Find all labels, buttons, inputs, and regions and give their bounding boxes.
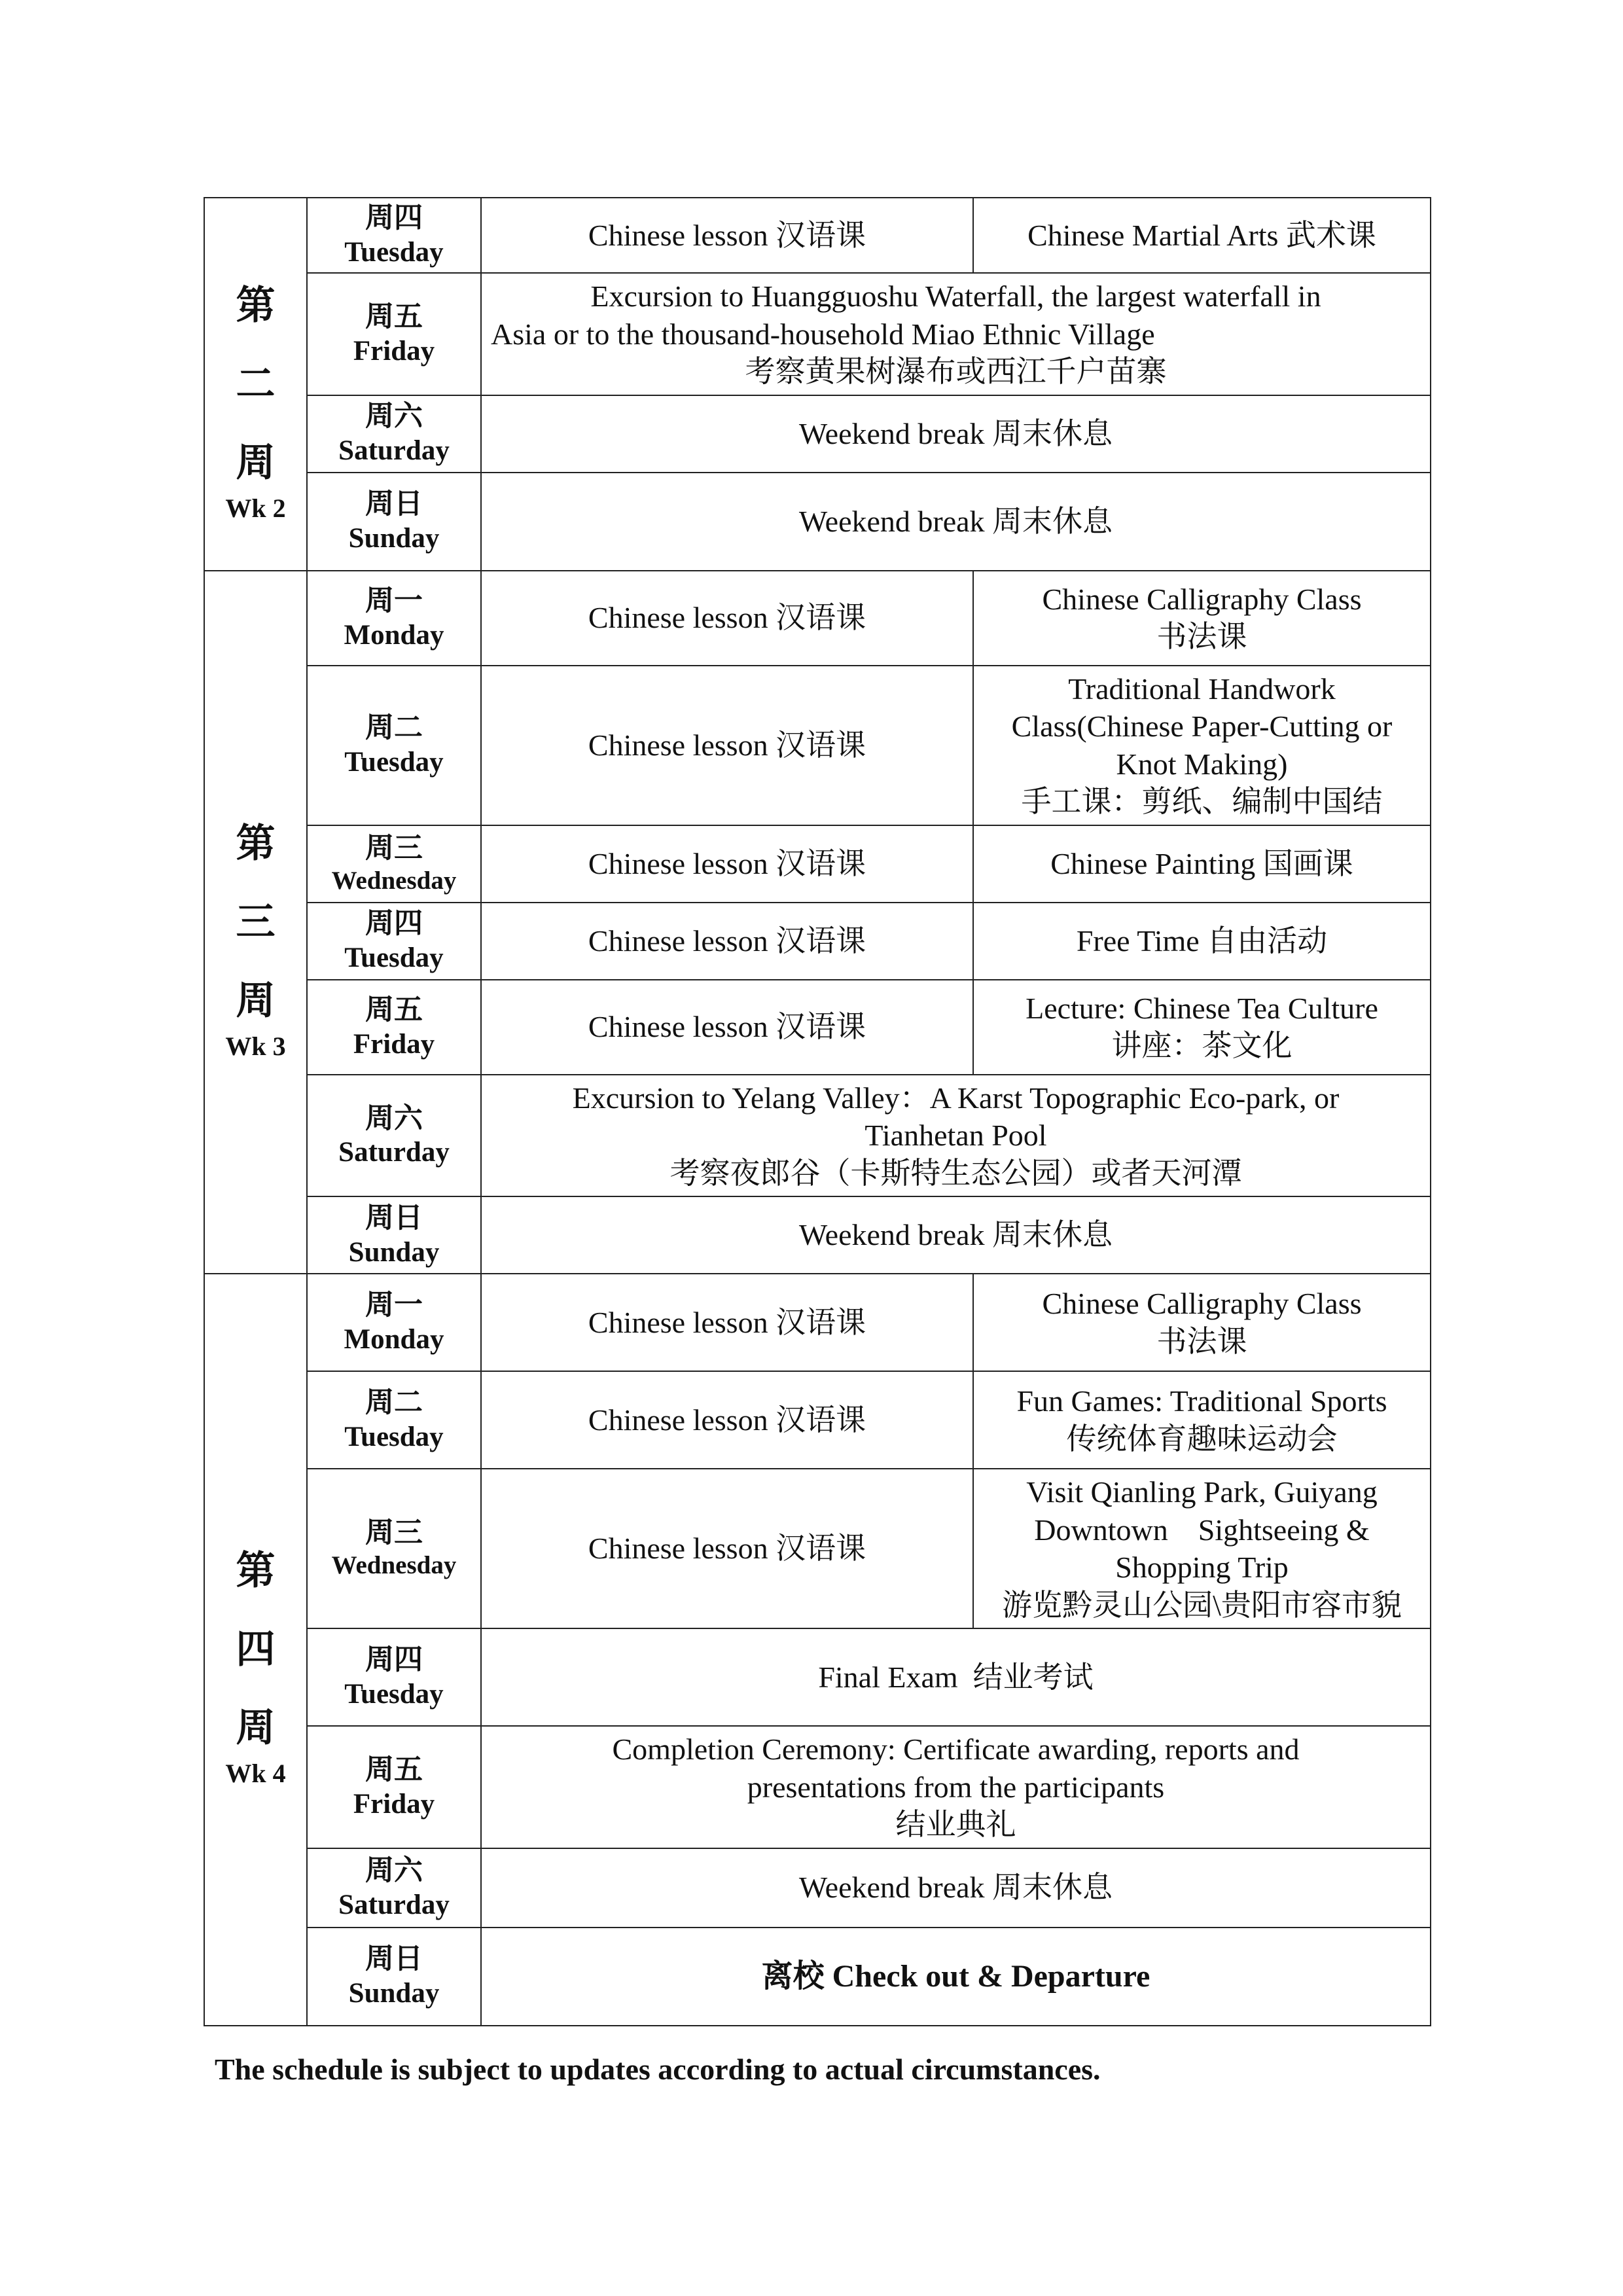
- day-en: Sunday: [348, 1236, 440, 1268]
- week-char: 周: [236, 440, 276, 484]
- day-cn: 周日: [365, 1201, 423, 1234]
- activity-cell: [481, 1726, 1431, 1848]
- activity-line: Downtown Sightseeing &: [1034, 1513, 1370, 1547]
- day-cn: 周六: [365, 400, 423, 433]
- table-row: [204, 1196, 1431, 1274]
- day-en: Saturday: [338, 435, 450, 467]
- day-cell: [307, 1469, 481, 1628]
- day-cn: 周五: [365, 1753, 423, 1786]
- activity-cell: Chinese lesson 汉语课: [481, 825, 973, 903]
- activity-line: Tianhetan Pool: [865, 1119, 1047, 1152]
- day-en: Friday: [353, 1028, 435, 1060]
- activity-cell: [973, 1469, 1431, 1628]
- day-en: Wednesday: [331, 866, 457, 895]
- table-row: [204, 1628, 1431, 1726]
- week-number: Wk 2: [225, 493, 286, 523]
- day-cell: [307, 903, 481, 980]
- activity-line: 书法课: [1156, 620, 1247, 653]
- day-en: Friday: [353, 1788, 435, 1820]
- week-char: 周: [236, 978, 276, 1022]
- activity-line: Fun Games: Traditional Sports: [1016, 1384, 1387, 1418]
- table-row: [204, 903, 1431, 980]
- activity-cell: Chinese Martial Arts 武术课: [973, 198, 1431, 273]
- activity-line: 考察黄果树瀑布或西江千户苗寨: [745, 355, 1167, 388]
- week-number: Wk 3: [225, 1031, 286, 1061]
- day-cell: [307, 1848, 481, 1928]
- activity-line: Chinese Calligraphy Class: [1042, 1287, 1362, 1320]
- day-cn: 周二: [365, 1386, 423, 1419]
- week-char: 周: [236, 1706, 276, 1750]
- activity-cell: Chinese lesson 汉语课: [481, 1274, 973, 1371]
- activity-line: 讲座：茶文化: [1111, 1029, 1293, 1062]
- activity-line: 考察夜郎谷（卡斯特生态公园）或者天河潭: [669, 1156, 1242, 1190]
- activity-cell: Chinese lesson 汉语课: [481, 980, 973, 1075]
- table-row: [204, 980, 1431, 1075]
- table-row: [204, 395, 1431, 473]
- day-cell: [307, 1371, 481, 1469]
- table-row: [204, 1075, 1431, 1197]
- activity-cell: Weekend break 周末休息: [481, 1848, 1431, 1928]
- activity-cell: Chinese lesson 汉语课: [481, 1371, 973, 1469]
- day-en: Friday: [353, 335, 435, 367]
- activity-line: Class(Chinese Paper-Cutting or: [1011, 709, 1393, 743]
- activity-cell: Chinese lesson 汉语课: [481, 198, 973, 273]
- week-label-cell: [204, 198, 307, 571]
- activity-line: 手工课：剪纸、编制中国结: [1021, 785, 1383, 818]
- day-cell: [307, 1726, 481, 1848]
- week-char: 三: [236, 900, 276, 944]
- day-en: Monday: [344, 619, 444, 651]
- day-cell: [307, 1075, 481, 1197]
- day-cn: 周日: [365, 488, 423, 520]
- day-cn: 周四: [365, 1643, 423, 1676]
- day-en: Tuesday: [344, 747, 444, 778]
- day-cell: [307, 1274, 481, 1371]
- activity-cell: Chinese lesson 汉语课: [481, 1469, 973, 1628]
- week-char: 二: [236, 362, 276, 406]
- footer-note: The schedule is subject to updates according to actual circumstances.: [215, 2053, 1101, 2086]
- activity-cell: Weekend break 周末休息: [481, 1196, 1431, 1274]
- week-label-cell: [204, 571, 307, 1274]
- table-row: [204, 1274, 1431, 1371]
- activity-cell: Free Time 自由活动: [973, 903, 1431, 980]
- schedule-table: [204, 197, 1431, 2026]
- activity-cell: Chinese Painting 国画课: [973, 825, 1431, 903]
- day-cn: 周五: [365, 300, 423, 333]
- activity-cell: Weekend break 周末休息: [481, 473, 1431, 571]
- day-cell: [307, 1628, 481, 1726]
- activity-cell: [481, 1075, 1431, 1197]
- day-cn: 周四: [365, 907, 423, 940]
- activity-line: Knot Making): [1116, 747, 1288, 781]
- week-char: 第: [236, 1549, 276, 1593]
- table-row: [204, 1726, 1431, 1848]
- activity-cell: Chinese lesson 汉语课: [481, 571, 973, 666]
- day-cell: [307, 666, 481, 825]
- table-row: [204, 1469, 1431, 1628]
- activity-cell: Weekend break 周末休息: [481, 395, 1431, 473]
- activity-line: 游览黔灵山公园\贵阳市容市貌: [1002, 1588, 1402, 1622]
- week-char: 第: [236, 821, 276, 865]
- day-cn: 周日: [365, 1943, 423, 1975]
- activity-cell: Final Exam 结业考试: [481, 1628, 1431, 1726]
- activity-cell: [481, 273, 1431, 395]
- day-cn: 周一: [365, 1289, 423, 1321]
- table-row: [204, 1371, 1431, 1469]
- activity-line: Excursion to Huangguoshu Waterfall, the largest waterfall in: [590, 279, 1321, 313]
- day-cn: 周三: [365, 831, 423, 864]
- day-cn: 周三: [365, 1516, 423, 1549]
- day-cn: 周六: [365, 1854, 423, 1886]
- table-row: [204, 273, 1431, 395]
- table-row: [204, 825, 1431, 903]
- activity-cell: Chinese lesson 汉语课: [481, 903, 973, 980]
- activity-line: Traditional Handwork: [1068, 672, 1336, 706]
- activity-line: Asia or to the thousand-household Miao Ethnic Village: [491, 317, 1155, 351]
- activity-line: Shopping Trip: [1115, 1551, 1289, 1584]
- activity-line: Completion Ceremony: Certificate awarding, reports and: [612, 1732, 1300, 1766]
- day-en: Tuesday: [344, 942, 444, 974]
- day-en: Saturday: [338, 1889, 450, 1920]
- day-cell: [307, 473, 481, 571]
- activity-cell: [973, 1371, 1431, 1469]
- day-cn: 周四: [365, 202, 423, 234]
- activity-line: Chinese Calligraphy Class: [1042, 582, 1362, 616]
- activity-cell: [973, 666, 1431, 825]
- week-label-cell: [204, 1274, 307, 2026]
- table-row: [204, 198, 1431, 273]
- table-row: [204, 1848, 1431, 1928]
- day-en: Wednesday: [331, 1551, 457, 1579]
- day-cell: [307, 980, 481, 1075]
- activity-cell: [973, 571, 1431, 666]
- day-cn: 周五: [365, 993, 423, 1026]
- activity-line: 结业典礼: [895, 1808, 1016, 1841]
- day-en: Tuesday: [344, 237, 444, 268]
- activity-line: 书法课: [1156, 1324, 1247, 1358]
- day-en: Tuesday: [344, 1679, 444, 1710]
- day-cell: [307, 273, 481, 395]
- day-en: Sunday: [348, 1978, 440, 2009]
- day-cell: [307, 198, 481, 273]
- table-row: [204, 666, 1431, 825]
- table-row: [204, 1928, 1431, 2026]
- day-en: Tuesday: [344, 1422, 444, 1453]
- day-cell: [307, 1196, 481, 1274]
- activity-line: presentations from the participants: [747, 1770, 1165, 1804]
- activity-cell: [973, 980, 1431, 1075]
- day-cn: 周六: [365, 1102, 423, 1134]
- week-number: Wk 4: [225, 1759, 286, 1789]
- day-cn: 周一: [365, 584, 423, 617]
- day-cell: [307, 395, 481, 473]
- day-cell: [307, 825, 481, 903]
- day-cn: 周二: [365, 711, 423, 744]
- table-row: [204, 571, 1431, 666]
- activity-cell: Chinese lesson 汉语课: [481, 666, 973, 825]
- activity-line: Lecture: Chinese Tea Culture: [1026, 991, 1378, 1025]
- activity-cell: 离校 Check out & Departure: [481, 1928, 1431, 2026]
- day-cell: [307, 1928, 481, 2026]
- week-char: 四: [236, 1628, 276, 1672]
- activity-cell: [973, 1274, 1431, 1371]
- table-row: [204, 473, 1431, 571]
- activity-line: 传统体育趣味运动会: [1066, 1422, 1338, 1456]
- day-cell: [307, 571, 481, 666]
- day-en: Monday: [344, 1324, 444, 1355]
- activity-line: Visit Qianling Park, Guiyang: [1026, 1475, 1378, 1509]
- activity-line: Excursion to Yelang Valley：A Karst Topographic Eco-park, or: [572, 1081, 1340, 1115]
- week-char: 第: [236, 283, 276, 327]
- day-en: Sunday: [348, 523, 440, 554]
- day-en: Saturday: [338, 1137, 450, 1168]
